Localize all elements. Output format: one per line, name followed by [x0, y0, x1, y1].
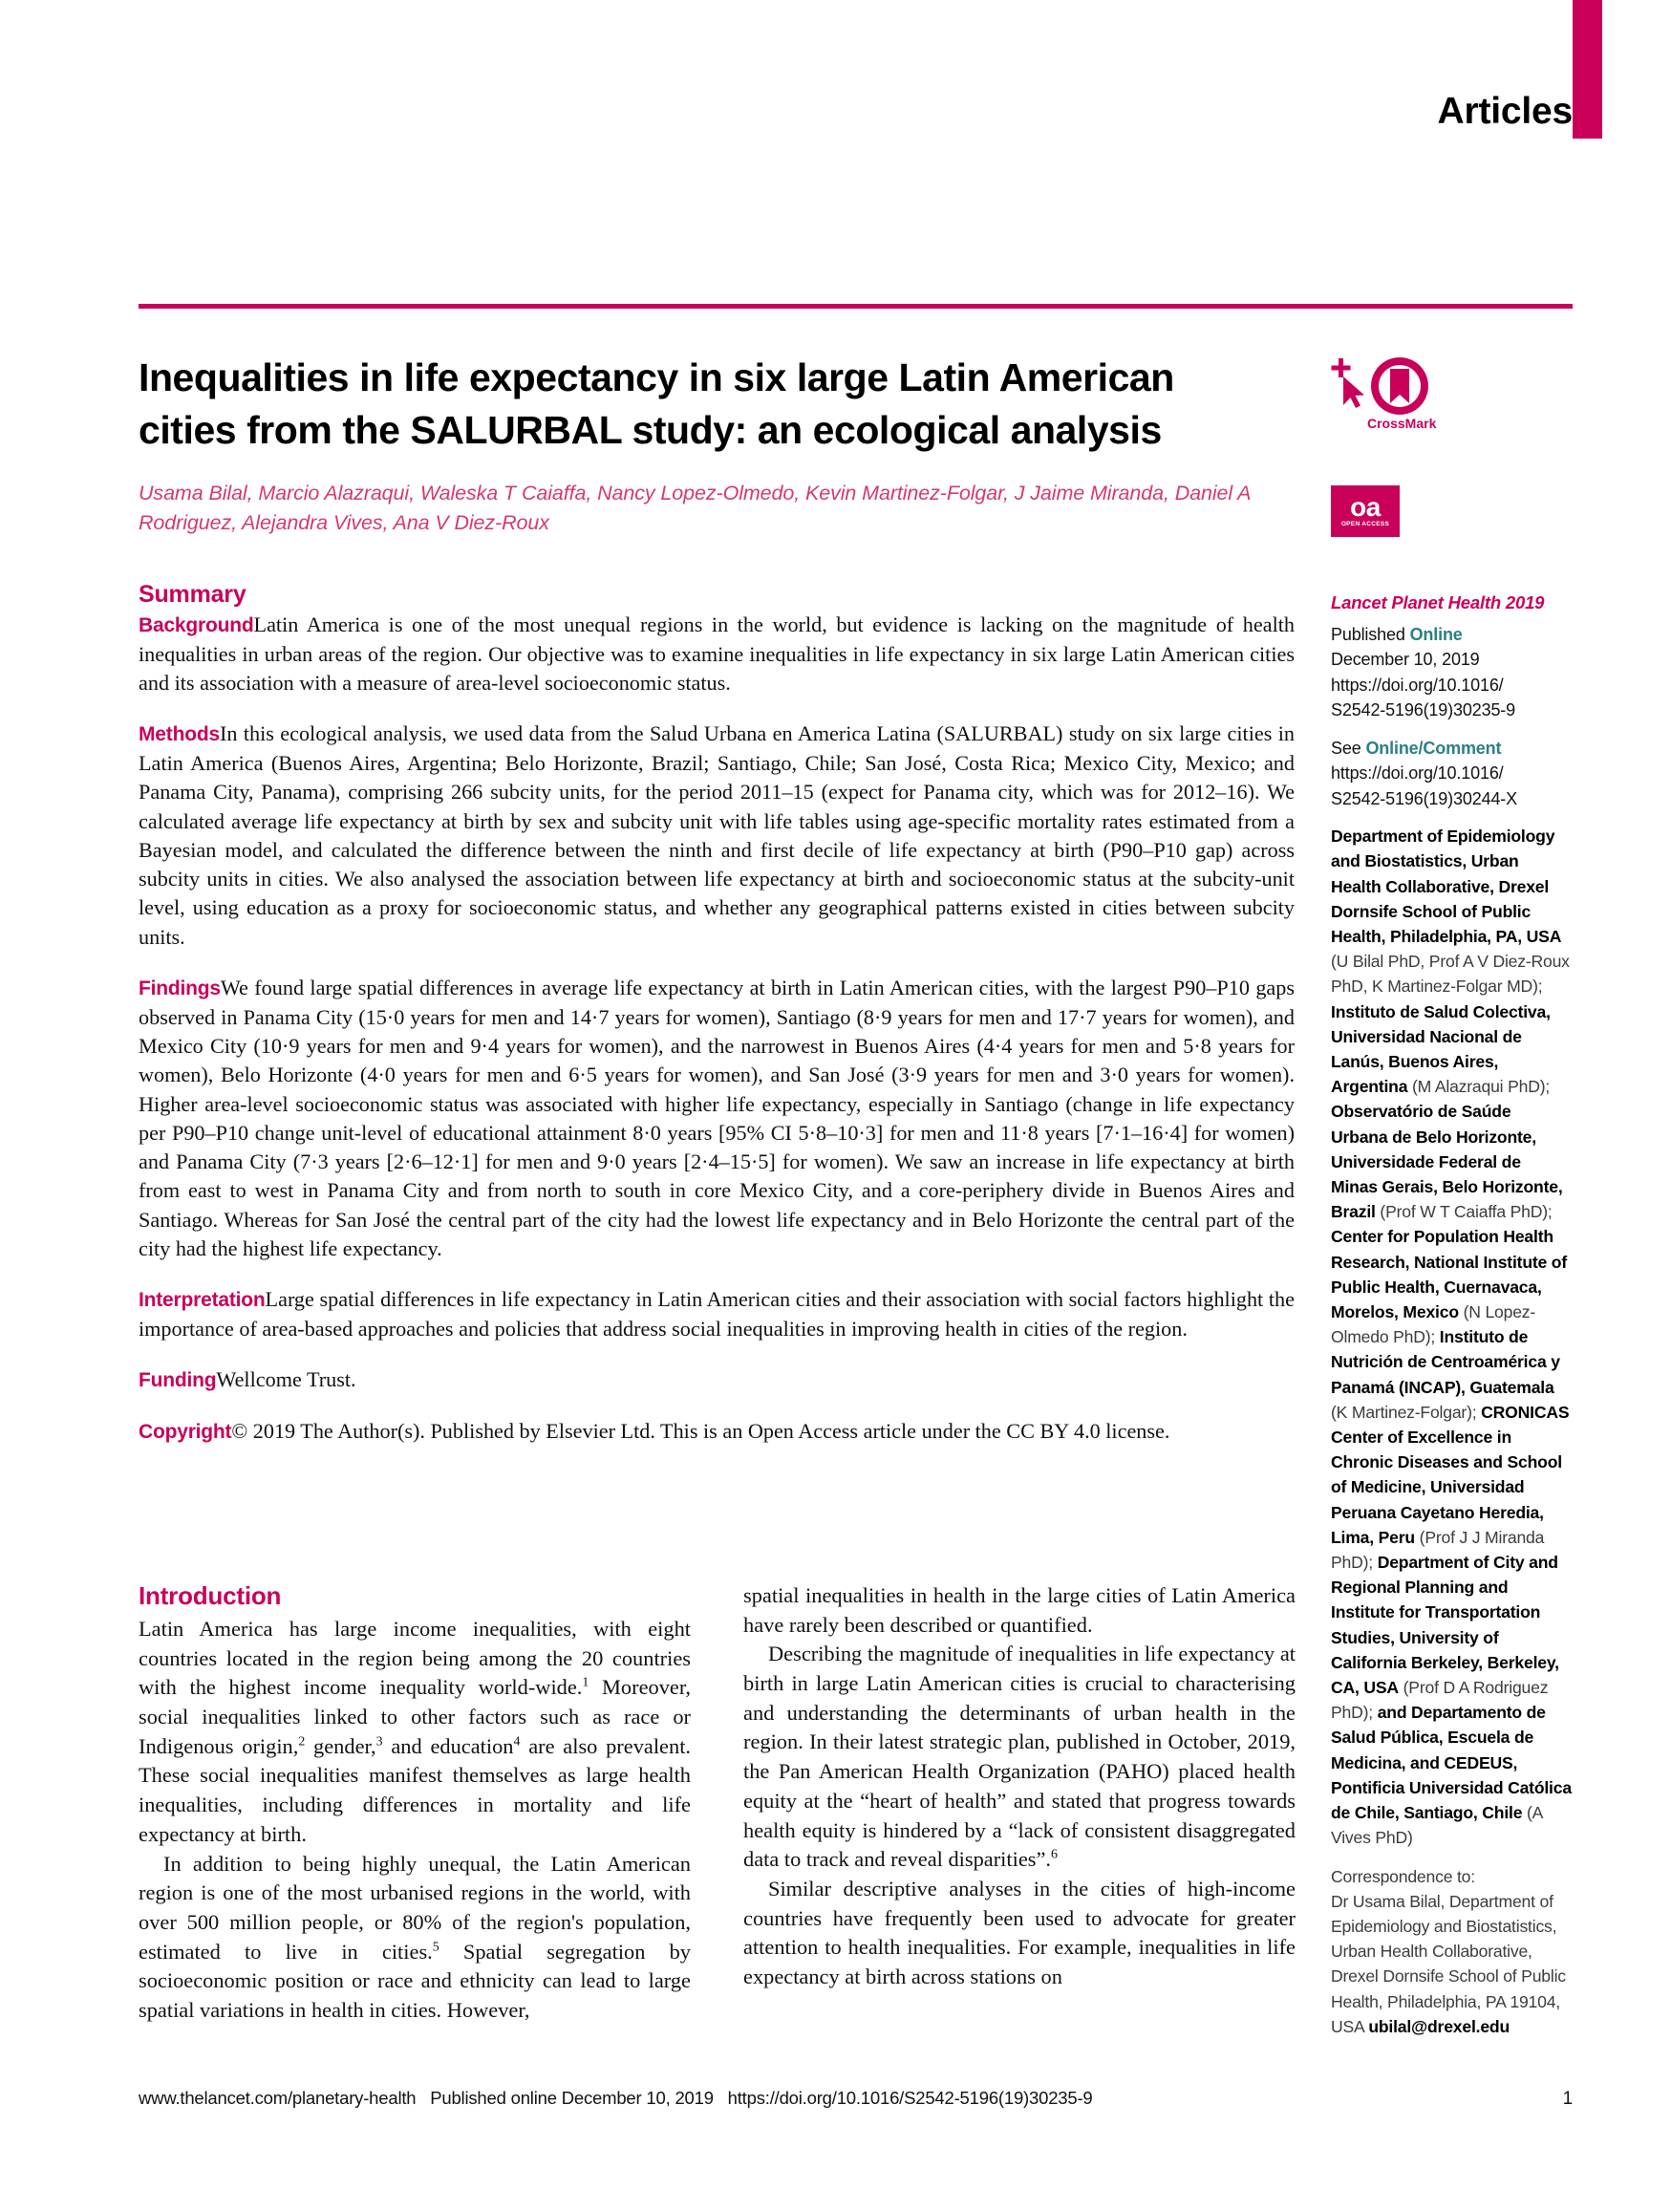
footer-page-number: 1	[1562, 2089, 1573, 2109]
footer-doi[interactable]: https://doi.org/10.1016/S2542-5196(19)30235-9	[727, 2088, 1093, 2108]
body-columns	[139, 1581, 1296, 2026]
title-divider	[139, 304, 1573, 309]
correspondence-email[interactable]: ubilal@drexel.edu	[1368, 2016, 1510, 2036]
affiliation-3-authors: (N Lopez-Olmedo PhD);	[1331, 1302, 1536, 1347]
affiliation-4-institution: Instituto de Nutrición de Centroamérica y Panamá (INCAP), Guatemala	[1331, 1327, 1560, 1397]
title-block	[139, 352, 1280, 538]
summary-section	[139, 581, 1295, 1447]
intro-paragraph-5: Similar descriptive analyses in the cities of high-income countries have frequently been used to advocate for greater attention to health inequalities. For example, inequalities in life expectancy at birth across stations on	[743, 1876, 1296, 1988]
running-head-label: Articles	[1437, 91, 1573, 132]
page-footer	[139, 2088, 1573, 2110]
abstract-findings	[139, 974, 1295, 1263]
svg-text:CrossMark: CrossMark	[1367, 416, 1437, 431]
published-prefix: Published	[1331, 625, 1410, 644]
see-also-info	[1331, 736, 1572, 811]
column-left	[139, 1581, 691, 2026]
footer-site[interactable]: www.thelancet.com/planetary-health	[139, 2088, 417, 2108]
journal-citation: Lancet Planet Health 2019	[1331, 592, 1545, 612]
open-access-label: oa	[1350, 492, 1381, 523]
abstract-text-findings: We found large spatial differences in average life expectancy at birth in Latin American cities, with the largest P90–P10 gaps observed in Panama City (15·0 years for men and 14·7 years for women), Santiago (8·9 years for men and 17·7 years for women), and Mexico City (10·9 years for men and 9·4 years for women), and the narrowest in Buenos Aires (4·4 years for men and 5·8 years for women), Belo Horizonte (4·0 years for men and 6·5 years for women), and San José (3·9 years for men and 3·0 years for women). Higher area-level socioeconomic status was associated with higher life expectancy, especially in Santiago (change in life expectancy per P90–P10 change unit-level of educational attainment 8·0 years [95% CI 5·8–10·3] for men and 11·8 years [7·1–16·4] for women) and Panama City (7·3 years [2·6–12·1] for men and 9·0 years [2·4–15·5] for women). We saw an increase in life expectancy at birth from east to west in Panama City and from north to south in core Mexico City, and a core-periphery divide in Buenos Aires and Santiago. Whereas for San José the central part of the city had the lowest life expectancy and in Belo Horizonte the central part of the city had the highest life expectancy.	[139, 975, 1295, 1261]
summary-heading: Summary	[139, 581, 246, 608]
running-head	[1438, 91, 1573, 133]
abstract-text-methods: In this ecological analysis, we used data from the Salud Urbana en America Latina (SALURBAL) study on six large cities in Latin America (Buenos Aires, Argentina; Belo Horizonte, Brazil; Santiago, Chile; San José, Costa Rica; Mexico City, Mexico; and Panama City, Panama), comprising 266 subcity units, for the period 2011–15 (expect for Panama city, which was for 2012–16). We calculated average life expectancy at birth by sex and subcity unit with life tables using age-specific mortality rates estimated from a Bayesian model, and calculated the difference between the ninth and first decile of life expectancy at birth (P90–P10 gap) across subcity units in cities. We also analysed the association between life expectancy at birth and socioeconomic status at the subcity-unit level, using education as a proxy for socioeconomic status, and whether any geographical patterns existed in cities between subcity units.	[139, 721, 1295, 949]
intro-paragraph-3: spatial inequalities in health in the large cities of Latin America have rarely been described or quantified.	[743, 1583, 1296, 1637]
intro-paragraph-1: Latin America has large income inequalities, with eight countries located in the region being among the 20 countries with the highest income inequality world-wide.$^1$ Moreover, social inequalities linked to other factors such as race or Indigenous origin,$^2$ gender,$^3$ and education$^4$ are also prevalent. These social inequalities manifest themselves as large health inequalities, including differences in mortality and life expectancy at birth.	[139, 1617, 692, 1846]
affiliation-7-institution: and Departamento de Salud Pública, Escuela de Medicina, and CEDEUS, Pontificia Universidad Católica de Chile, Santiago, Chile	[1331, 1703, 1572, 1823]
affiliation-6-institution: Department of City and Regional Planning and Institute for Transportation Studies, University of California Berkeley, Berkeley, CA, USA	[1331, 1553, 1559, 1698]
publication-info	[1331, 622, 1572, 723]
article-metadata-rail	[1331, 592, 1572, 2039]
affiliation-3-institution: Center for Population Health Research, National Institute of Public Health, Cuernavaca, Morelos, Mexico	[1331, 1227, 1568, 1322]
abstract-text-funding: Wellcome Trust.	[216, 1367, 356, 1392]
abstract-text-background: Latin America is one of the most unequal regions in the world, but evidence is lacking on the magnitude of health inequalities in urban areas of the region. Our objective was to examine inequalities in life expectancy in six large Latin American cities and its association with a measure of area-level socioeconomic status.	[139, 612, 1295, 695]
see-online-comment-link[interactable]: Online/Comment	[1365, 738, 1502, 758]
affiliation-7-authors: (A Vives PhD)	[1331, 1803, 1543, 1848]
abstract-copyright	[139, 1417, 1295, 1447]
affiliation-0-institution: Department of Epidemiology and Biostatistics, Urban Health Collaborative, Drexel Dornsife School of Public Health, Philadelphia, PA, USA	[1331, 827, 1562, 946]
abstract-label-findings: Findings	[139, 977, 221, 999]
abstract-label-methods: Methods	[139, 723, 220, 746]
page-title: Inequalities in life expectancy in six large Latin American cities from the SALURBAL study: an ecological analysis	[139, 355, 1174, 452]
abstract-methods	[139, 719, 1295, 952]
footer-published: Published online December 10, 2019	[430, 2088, 714, 2108]
see-doi-line-1[interactable]: https://doi.org/10.1016/	[1331, 763, 1504, 784]
affiliation-4-authors: (K Martinez-Folgar);	[1331, 1402, 1477, 1422]
correspondence-block	[1331, 1864, 1572, 2039]
author-list: Usama Bilal, Marcio Alazraqui, Waleska T Caiaffa, Nancy Lopez-Olmedo, Kevin Martinez-Folgar, J Jaime Miranda, Daniel A Rodriguez, Alejandra Vives, Ana V Diez-Roux	[139, 482, 1251, 535]
published-online-link[interactable]: Online	[1409, 625, 1463, 644]
column-right	[743, 1581, 1296, 2026]
abstract-text-interpretation: Large spatial differences in life expectancy in Latin American cities and their association with social factors highlight the importance of area-based approaches and policies that address social inequalities in improving health in cities of the region.	[139, 1287, 1295, 1341]
intro-paragraph-2: In addition to being highly unequal, the Latin American region is one of the most urbanised regions in the world, with over 500 million people, or 80% of the region's population, estimated to live in cities.$^5$ Spatial segregation by socioeconomic position or race and ethnicity can lead to large spatial variations in health in cities. However,	[139, 1851, 692, 2022]
introduction-heading: Introduction	[139, 1581, 282, 1610]
open-access-badge[interactable]	[1331, 485, 1400, 537]
doi-line-2[interactable]: S2542-5196(19)30235-9	[1331, 700, 1516, 720]
see-prefix: See	[1331, 738, 1366, 758]
abstract-label-copyright: Copyright	[139, 1420, 232, 1443]
abstract-label-background: Background	[139, 614, 254, 636]
affiliation-1-institution: Instituto de Salud Colectiva, Universidad Nacional de Lanús, Buenos Aires, Argentina	[1331, 1001, 1551, 1097]
abstract-interpretation	[139, 1285, 1295, 1343]
footer-left	[139, 2088, 1093, 2109]
affiliations-list	[1331, 824, 1572, 1850]
abstract-label-funding: Funding	[139, 1369, 217, 1392]
abstract-background	[139, 611, 1295, 698]
abstract-label-interpretation: Interpretation	[139, 1289, 266, 1312]
intro-paragraph-4: Describing the magnitude of inequalities in life expectancy at birth in large Latin American cities is crucial to characterising and understanding the determinants of urban health in the region. In their latest strategic plan, published in October, 2019, the Pan American Health Organization (PAHO) placed health equity at the “heart of health” and stated that progress towards health equity is hindered by a “lack of consistent disaggregated data to track and reveal disparities”.$^6$	[743, 1642, 1296, 1872]
correspondence-label: Correspondence to:	[1331, 1866, 1475, 1886]
correspondence-address: Dr Usama Bilal, Department of Epidemiology and Biostatistics, Urban Health Collaborative, Drexel Dornsife School of Public Health, Philadelphia, PA 19104, USA	[1331, 1891, 1566, 2036]
open-access-sublabel: OPEN ACCESS	[1340, 521, 1390, 528]
affiliation-2-authors: (Prof W T Caiaffa PhD);	[1380, 1202, 1553, 1222]
published-date: December 10, 2019	[1331, 650, 1480, 670]
doi-line-1[interactable]: https://doi.org/10.1016/	[1331, 675, 1504, 695]
affiliation-5-institution: CRONICAS Center of Excellence in Chronic Diseases and School of Medicine, Universidad Peruana Cayetano Heredia, Lima, Peru	[1331, 1402, 1570, 1547]
affiliation-0-authors: (U Bilal PhD, Prof A V Diez-Roux PhD, K Martinez-Folgar MD);	[1331, 952, 1570, 997]
affiliation-5-authors: (Prof J J Miranda PhD);	[1331, 1527, 1545, 1573]
see-doi-line-2[interactable]: S2542-5196(19)30244-X	[1331, 788, 1517, 808]
running-head-accent-bar	[1573, 0, 1602, 139]
abstract-funding	[139, 1365, 1295, 1395]
affiliation-2-institution: Observatório de Saúde Urbana de Belo Horizonte, Universidade Federal de Minas Gerais, Belo Horizonte, Brazil	[1331, 1102, 1563, 1222]
affiliation-1-authors: (M Alazraqui PhD);	[1412, 1077, 1551, 1097]
crossmark-badge[interactable]	[1331, 355, 1455, 437]
abstract-text-copyright: © 2019 The Author(s). Published by Elsevier Ltd. This is an Open Access article under the CC BY 4.0 license.	[231, 1418, 1170, 1443]
affiliation-6-authors: (Prof D A Rodriguez PhD);	[1331, 1678, 1549, 1723]
